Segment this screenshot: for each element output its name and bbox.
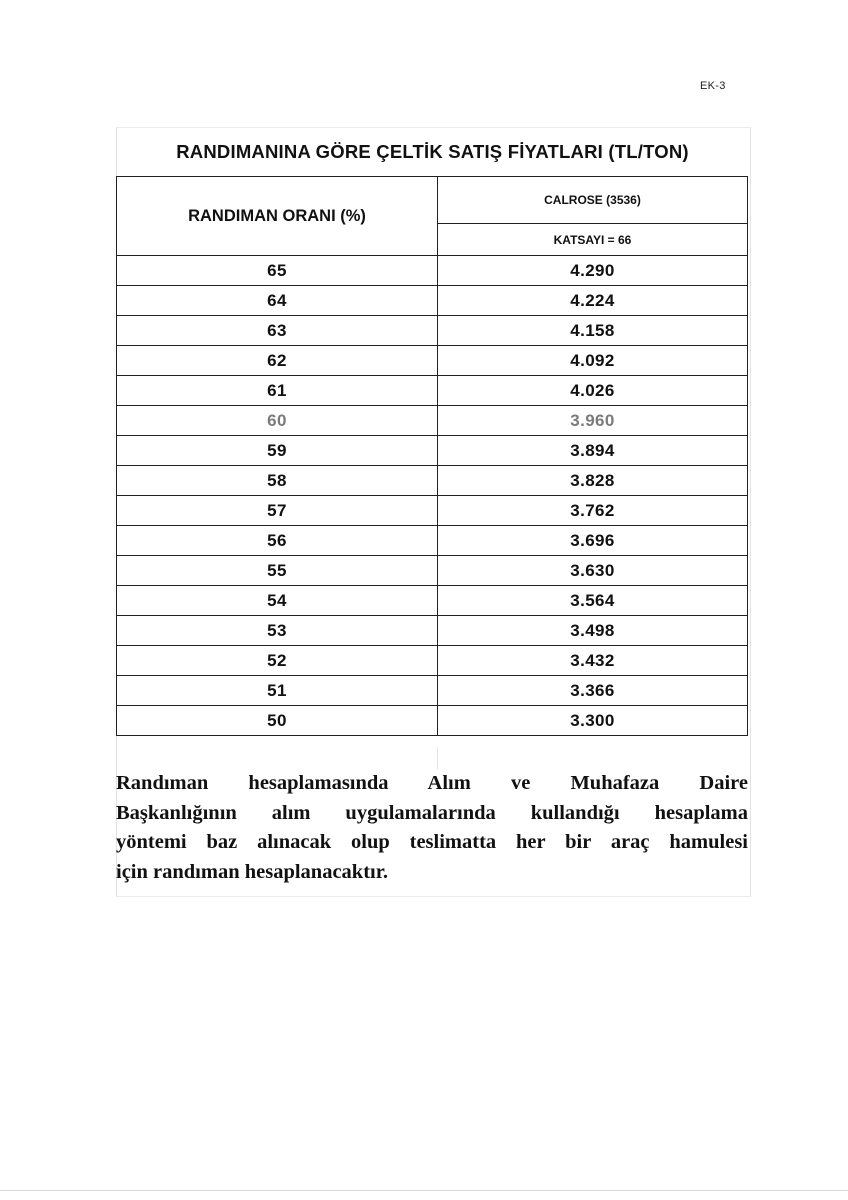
- price-cell: 4.290: [438, 256, 748, 286]
- table-row: [117, 346, 748, 376]
- price-table: [116, 176, 748, 736]
- rate-cell: 52: [117, 646, 438, 676]
- table-header-row: [117, 177, 748, 224]
- note-line: için randıman hesaplanacaktır.: [116, 860, 389, 883]
- rate-cell: 63: [117, 316, 438, 346]
- table-row: [117, 316, 748, 346]
- table-row: [117, 436, 748, 466]
- table-row: [117, 676, 748, 706]
- note-line: yöntemi baz alınacak olup teslimatta her bir araç hamulesi: [116, 831, 748, 853]
- rate-cell: 64: [117, 286, 438, 316]
- rate-cell: 55: [117, 556, 438, 586]
- page-label: EK-3: [700, 80, 726, 92]
- table-row: [117, 466, 748, 496]
- rate-cell: 51: [117, 676, 438, 706]
- price-cell: 3.432: [438, 646, 748, 676]
- table-row: [117, 286, 748, 316]
- note-line: Randıman hesaplamasında Alım ve Muhafaza Daire: [116, 772, 748, 794]
- note-line: Başkanlığının alım uygulamalarında kullandığı hesaplama: [116, 801, 748, 824]
- calculation-note: [116, 769, 748, 887]
- table-row: [117, 406, 748, 436]
- rate-cell: 60: [117, 406, 438, 436]
- price-cell: 4.224: [438, 286, 748, 316]
- calrose-column-header: CALROSE (3536): [438, 177, 748, 224]
- rate-cell: 58: [117, 466, 438, 496]
- rate-cell: 65: [117, 256, 438, 286]
- table-row: [117, 646, 748, 676]
- price-cell: 3.696: [438, 526, 748, 556]
- price-cell: 3.300: [438, 706, 748, 736]
- price-cell: 4.092: [438, 346, 748, 376]
- column-divider-extension: [437, 747, 438, 769]
- rate-cell: 62: [117, 346, 438, 376]
- rate-cell: 53: [117, 616, 438, 646]
- rate-column-header: RANDIMAN ORANI (%): [117, 177, 438, 256]
- table-row: [117, 376, 748, 406]
- table-row: [117, 616, 748, 646]
- price-cell: 3.762: [438, 496, 748, 526]
- price-cell: 3.630: [438, 556, 748, 586]
- price-cell: 3.564: [438, 586, 748, 616]
- table-row: [117, 556, 748, 586]
- table-row: [117, 526, 748, 556]
- table-row: [117, 256, 748, 286]
- price-cell: 4.026: [438, 376, 748, 406]
- price-cell: 4.158: [438, 316, 748, 346]
- rate-cell: 61: [117, 376, 438, 406]
- rate-cell: 50: [117, 706, 438, 736]
- page-title: RANDIMANINA GÖRE ÇELTİK SATIŞ FİYATLARI (TL/TON): [176, 141, 689, 162]
- table-row: [117, 706, 748, 736]
- price-cell: 3.960: [438, 406, 748, 436]
- price-cell: 3.894: [438, 436, 748, 466]
- rate-cell: 56: [117, 526, 438, 556]
- price-cell: 3.366: [438, 676, 748, 706]
- price-cell: 3.828: [438, 466, 748, 496]
- price-cell: 3.498: [438, 616, 748, 646]
- rate-cell: 54: [117, 586, 438, 616]
- rate-cell: 59: [117, 436, 438, 466]
- table-row: [117, 586, 748, 616]
- table-row: [117, 496, 748, 526]
- coefficient-subheader: KATSAYI = 66: [438, 224, 748, 256]
- bottom-rule: [0, 1190, 848, 1191]
- rate-cell: 57: [117, 496, 438, 526]
